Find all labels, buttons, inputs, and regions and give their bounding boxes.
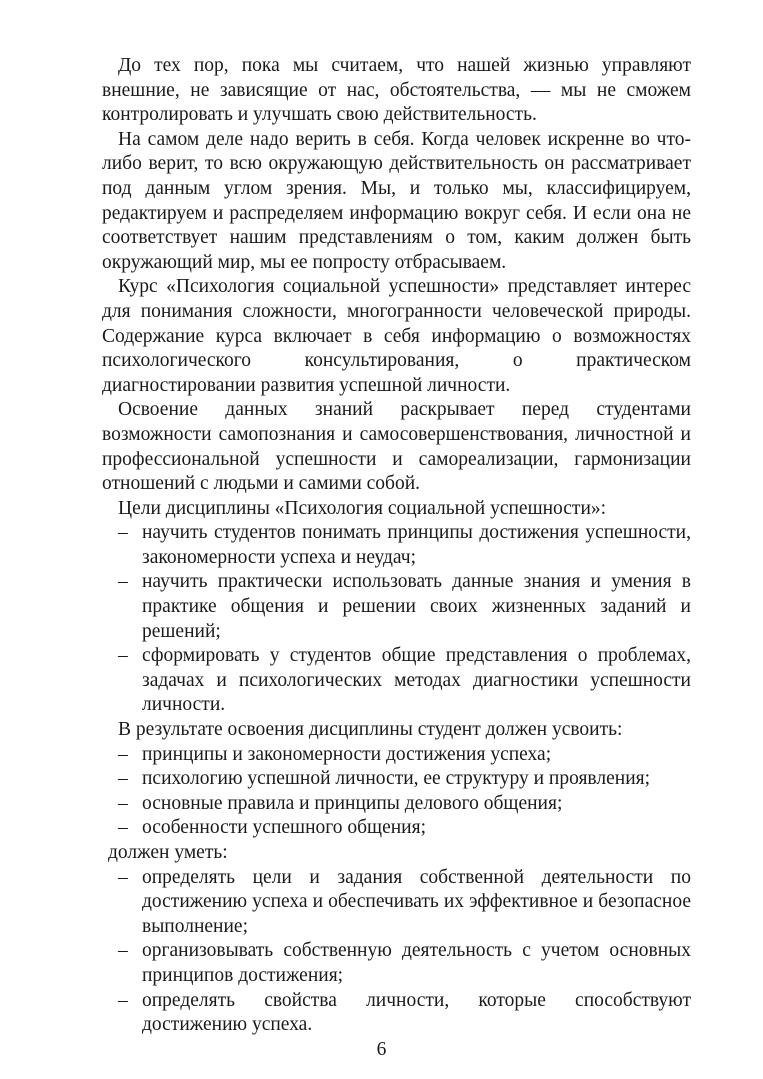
list-item: – сформировать у студентов общие представления о проблемах, задачах и психологических методах диагностики успешности личности.: [102, 644, 691, 718]
list-item: – основные правила и принципы делового общения;: [102, 792, 691, 817]
paragraph-3: Курс «Психология социальной успешности» представляет интерес для понимания сложности, многогранности человеческой природы. Содержание курса включает в себя информацию о возможностях психологического консультирования, о практическом диагностировании развития успешной личности.: [102, 276, 691, 396]
list-item: – определять цели и задания собственной деятельности по достижению успеха и обеспечивать их эффективное и безопасное выполнение;: [102, 866, 691, 940]
list-item: – организовывать собственную деятельность с учетом основных принципов достижения;: [102, 939, 691, 988]
paragraph-1: До тех пор, пока мы считаем, что нашей жизнью управляют внешние, не зависящие от нас, обстоятельства, — мы не сможем контролировать и улучшать свою действительность.: [102, 55, 691, 126]
paragraph-2: На самом деле надо верить в себя. Когда человек искренне во что-либо верит, то всю окружающую действительность он рассматривает под данным углом зрения. Мы, и только мы, классифицируем, редактируем и распределяем информацию вокруг себя. И если она не соответствует нашим представлениям о том, каким должен быть окружающий мир, мы ее попросту отбрасываем.: [102, 128, 691, 273]
list-item: – принципы и закономерности достижения успеха;: [102, 743, 691, 768]
skills-heading: должен уметь:: [108, 842, 228, 863]
learn-heading: В результате освоения дисциплины студент должен усвоить:: [118, 719, 623, 741]
goals-list: [102, 521, 691, 718]
list-item: – научить студентов понимать принципы достижения успешности, закономерности успеха и неудач;: [102, 521, 691, 570]
learn-list: [102, 743, 691, 841]
list-item: – научить практически использовать данные знания и умения в практике общения и решении своих жизненных заданий и решений;: [102, 570, 691, 644]
list-item: – психологию успешной личности, ее структуру и проявления;: [102, 767, 691, 792]
goals-heading: Цели дисциплины «Психология социальной успешности»:: [118, 497, 607, 519]
skills-list: [102, 866, 691, 1038]
list-item: – особенности успешного общения;: [102, 816, 691, 841]
page-body: [102, 54, 691, 1038]
page-number: 6: [376, 1039, 387, 1060]
list-item: – определять свойства личности, которые способствуют достижению успеха.: [102, 989, 691, 1038]
paragraph-4: Освоение данных знаний раскрывает перед студентами возможности самопознания и самосовершенствования, личностной и профессиональной успешности и самореализации, гармонизации отношений с людьми и самими собой.: [102, 399, 691, 495]
